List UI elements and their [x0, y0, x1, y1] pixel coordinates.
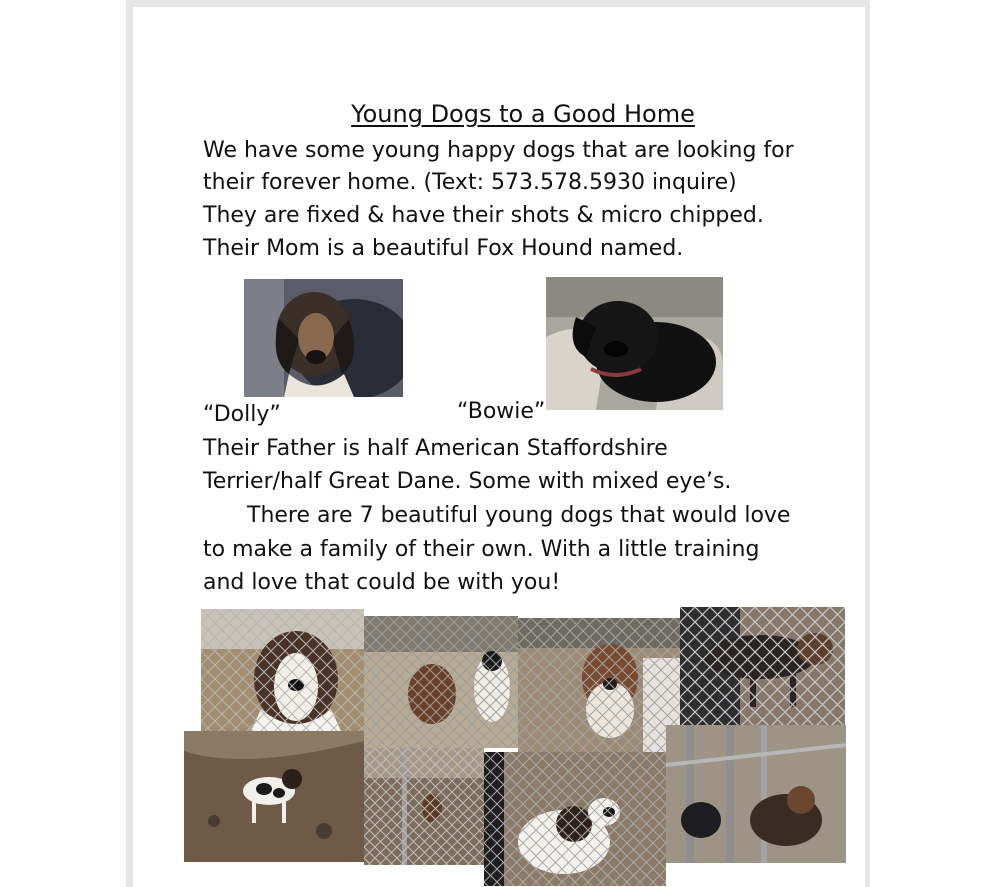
collage-photo-3	[518, 618, 680, 752]
body-line-3: There are 7 beautiful young dogs that would love	[247, 503, 791, 528]
bowie-photo	[546, 277, 723, 410]
body-line-4: to make a family of their own. With a little training	[203, 537, 760, 562]
collage-photo-5	[184, 731, 364, 862]
intro-line-2: their forever home. (Text: 573.578.5930 inquire)	[203, 170, 737, 195]
body-line-2: Terrier/half Great Dane. Some with mixed eye’s.	[203, 469, 732, 494]
collage-photo-6	[364, 748, 484, 865]
dolly-caption: “Dolly”	[203, 402, 281, 427]
collage-photo-2	[364, 616, 518, 748]
dolly-photo	[244, 279, 403, 397]
collage-photo-4	[680, 607, 845, 727]
intro-line-3: They are fixed & have their shots & micro chipped.	[203, 203, 764, 228]
body-line-5: and love that could be with you!	[203, 570, 561, 595]
collage-photo-1	[201, 609, 364, 731]
collage-photo-8	[666, 725, 846, 863]
flyer-title: Young Dogs to a Good Home	[351, 100, 695, 128]
intro-line-4: Their Mom is a beautiful Fox Hound named.	[203, 236, 684, 261]
body-line-1: Their Father is half American Staffordshire	[203, 436, 668, 461]
bowie-caption: “Bowie”	[457, 399, 546, 424]
collage-photo-7	[484, 752, 666, 886]
intro-line-1: We have some young happy dogs that are looking for	[203, 138, 794, 163]
